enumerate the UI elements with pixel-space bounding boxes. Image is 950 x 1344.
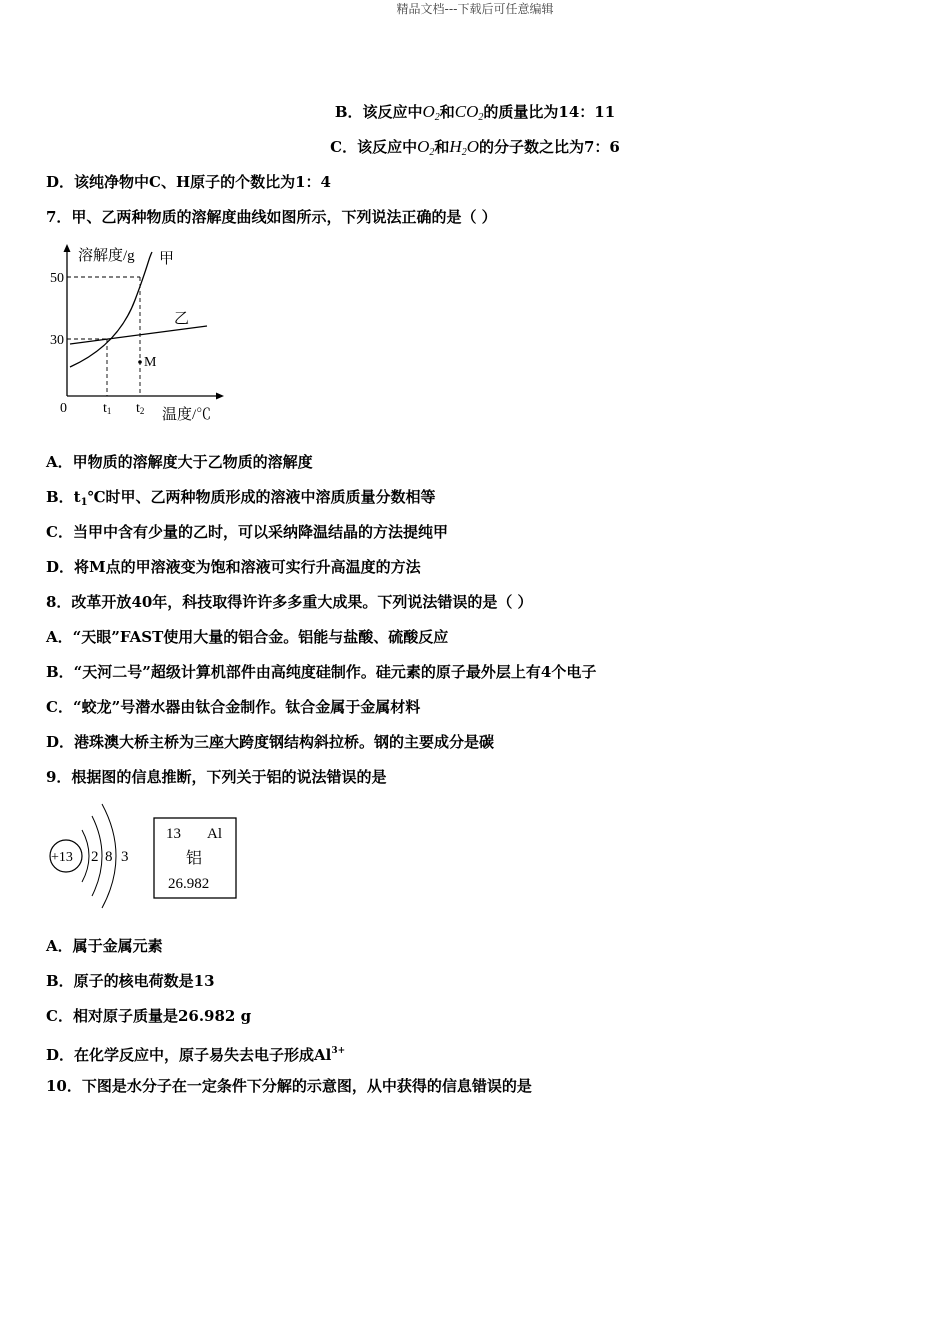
x-tick-t1: t1	[103, 401, 112, 416]
formula-co2: $CO_2$	[454, 102, 484, 123]
y-axis-label: 溶解度/g	[78, 248, 135, 264]
x-axis-arrow	[216, 393, 224, 400]
shell-electrons-1: 2	[91, 849, 99, 865]
q8-option-a: A．“天眼”FAST使用大量的铝合金。铝能与盐酸、硫酸反应	[46, 628, 449, 646]
q6-option-d: D．该纯净物中C、H原子的个数比为1：4	[46, 173, 331, 191]
q6-option-c: C．该反应中$O_2$和$H_2O$的分子数之比为7：6	[330, 137, 620, 158]
q7-option-b: B．$t_1℃$时甲、乙两种物质形成的溶液中溶质质量分数相等	[46, 488, 436, 508]
shell-electrons-3: 3	[121, 849, 129, 865]
q8-option-c: C．“蛟龙”号潜水器由钛合金制作。钛合金属于金属材料	[46, 698, 421, 716]
q7-stem: 7．甲、乙两种物质的溶解度曲线如图所示，下列说法正确的是（ ）	[46, 208, 497, 226]
point-m-label: M	[144, 355, 157, 370]
curve-yi	[70, 326, 207, 344]
y-tick-50: 50	[50, 271, 64, 286]
y-axis-arrow	[64, 244, 71, 252]
element-symbol: Al	[207, 826, 222, 842]
shell-electrons-2: 8	[105, 849, 113, 865]
aluminum-figure	[44, 800, 244, 912]
q9-option-a: A．属于金属元素	[46, 937, 163, 955]
q10-stem: 10．下图是水分子在一定条件下分解的示意图，从中获得的信息错误的是	[46, 1077, 532, 1095]
origin-label: 0	[60, 401, 67, 416]
formula-h2o: $H_2O$	[449, 137, 479, 158]
solubility-graph	[40, 240, 240, 430]
shell-arc-1	[82, 830, 89, 882]
atomic-mass: 26.982	[168, 876, 210, 892]
point-m-dot	[138, 360, 142, 364]
atomic-number: 13	[166, 826, 181, 842]
q9-option-d: D．在化学反应中，原子易失去电子形成$Al^{3+}$	[46, 1046, 346, 1064]
q9-option-b: B．原子的核电荷数是13	[46, 972, 215, 990]
q7-option-a: A．甲物质的溶解度大于乙物质的溶解度	[46, 453, 313, 471]
aluminum-figure-svg	[44, 800, 244, 912]
x-axis-label: 温度/℃	[162, 407, 212, 423]
series-label-jia: 甲	[159, 251, 175, 267]
q8-option-b: B．“天河二号”超级计算机部件由高纯度硅制作。硅元素的原子最外层上有4个电子	[46, 663, 597, 681]
formula-o2: $O_2$	[417, 137, 435, 158]
q7-option-c: C．当甲中含有少量的乙时，可以采纳降温结晶的方法提纯甲	[46, 523, 448, 541]
x-tick-t2: t2	[136, 401, 145, 416]
q6-option-b: B．该反应中$O_2$和$CO_2$的质量比为14：11	[334, 102, 616, 123]
q9-stem: 9．根据图的信息推断，下列关于铝的说法错误的是	[46, 768, 387, 786]
q9-option-c: C．相对原子质量是26.982 g	[46, 1007, 252, 1025]
nucleus-charge: +13	[51, 850, 73, 865]
series-label-yi: 乙	[174, 311, 190, 327]
solubility-graph-svg	[40, 240, 240, 430]
q7-option-d: D．将M点的甲溶液变为饱和溶液可实行升高温度的方法	[46, 558, 421, 576]
element-name: 铝	[186, 850, 203, 867]
page-header: 精品文档---下载后可任意编辑	[396, 2, 554, 16]
y-tick-30: 30	[50, 333, 64, 348]
q8-option-d: D．港珠澳大桥主桥为三座大跨度钢结构斜拉桥。钢的主要成分是碳	[46, 733, 495, 751]
formula-o2: $O_2$	[422, 102, 440, 123]
q8-stem: 8．改革开放40年，科技取得许许多多重大成果。下列说法错误的是（ ）	[46, 593, 533, 611]
